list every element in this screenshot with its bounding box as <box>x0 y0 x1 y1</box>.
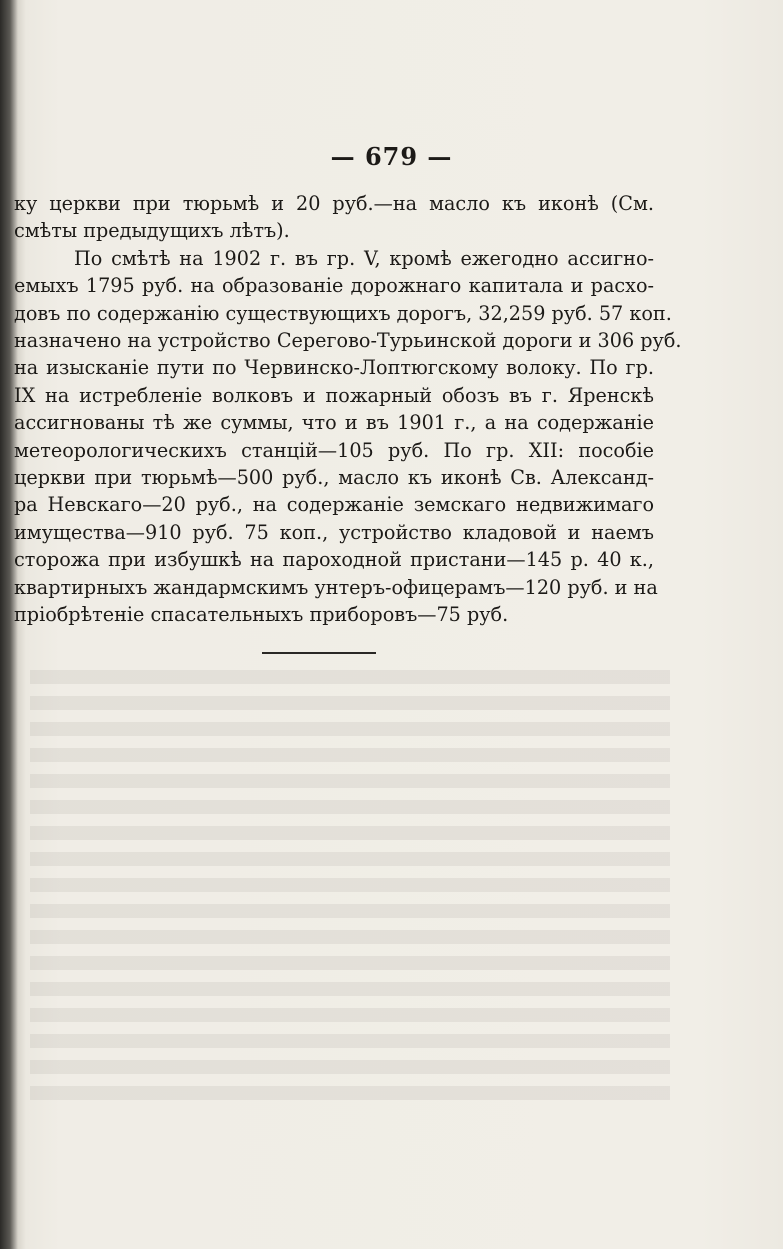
text-line: ра Невскаго—20 руб., на содержаніе земскаго недвижимаго <box>14 493 654 517</box>
text-line: довъ по содержанію существующихъ дорогъ, 32,259 руб. 57 коп. <box>14 301 672 325</box>
text-line: церкви при тюрьмѣ—500 руб., масло къ иконѣ Св. Александ- <box>14 466 654 490</box>
body-text <box>14 190 682 629</box>
page-number: — 679 — <box>330 142 453 171</box>
text-line: квартирныхъ жандармскимъ унтеръ-офицерамъ—120 руб. и на <box>14 575 658 599</box>
text-line: емыхъ 1795 руб. на образованіе дорожнаго капитала и расхо- <box>14 274 654 298</box>
text-line: IX на истребленіе волковъ и пожарный обозъ въ г. Яренскѣ <box>14 383 654 407</box>
section-divider <box>262 652 376 654</box>
text-line: ку церкви при тюрьмѣ и 20 руб.—на масло къ иконѣ (См. <box>14 192 654 215</box>
text-line: на изысканіе пути по Червинско-Лоптюгскому волоку. По гр. <box>14 356 654 380</box>
text-line: назначено на устройство Серегово-Турьинской дороги и 306 руб. <box>14 329 682 353</box>
text-line: По смѣтѣ на 1902 г. въ гр. V, кромѣ ежегодно ассигно- <box>74 246 654 270</box>
text-line: имущества—910 руб. 75 коп., устройство кладовой и наемъ <box>14 520 654 544</box>
text-line: ассигнованы тѣ же суммы, что и въ 1901 г., а на содержаніе <box>14 411 654 435</box>
bleed-through-text <box>30 670 670 1110</box>
text-line: сторожа при избушкѣ на пароходной пристани—145 р. 40 к., <box>14 548 654 572</box>
text-line: пріобрѣтеніе спасательныхъ приборовъ—75 руб. <box>14 603 509 627</box>
text-line: метеорологическихъ станцій—105 руб. По гр. XII: пособіе <box>14 438 654 462</box>
text-line: смѣты предыдущихъ лѣтъ). <box>14 219 290 243</box>
